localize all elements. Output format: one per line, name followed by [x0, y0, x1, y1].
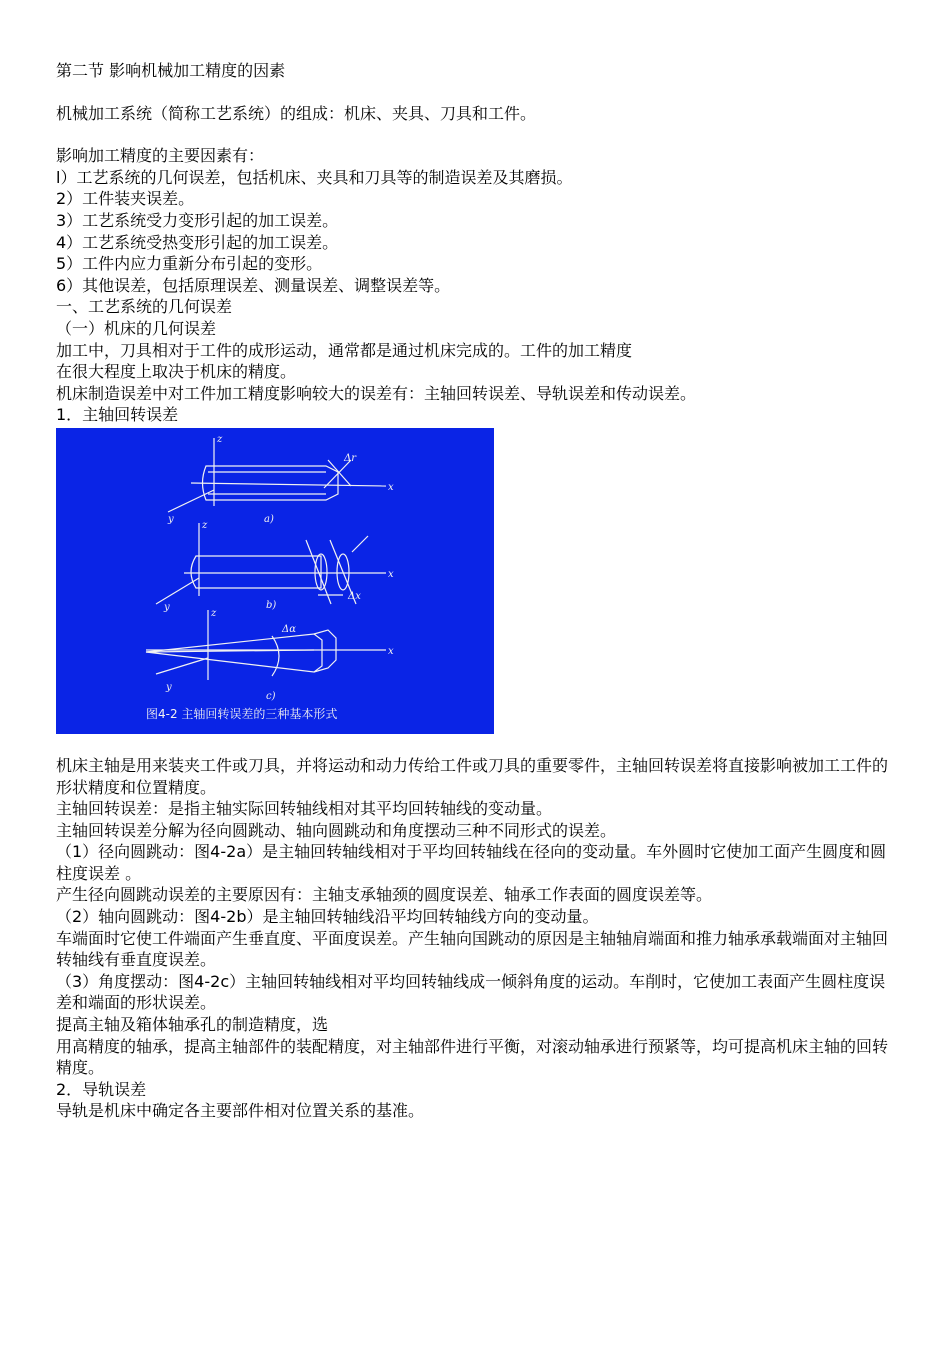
figure-spindle-error — [56, 428, 494, 734]
paragraph: 提高主轴及箱体轴承孔的制造精度，选 — [56, 1015, 329, 1035]
factors-heading: 影响加工精度的主要因素有： — [56, 146, 265, 166]
paragraph: 产生径向圆跳动误差的主要原因有：主轴支承轴颈的圆度误差、轴承工作表面的圆度误差等。 — [56, 885, 713, 905]
paragraph: （2）轴向圆跳动：图4-2b）是主轴回转轴线沿平均回转轴线方向的变动量。 — [56, 907, 599, 927]
axis-label-x: x — [388, 568, 394, 580]
section-title: 第二节 影响机械加工精度的因素 — [56, 61, 286, 80]
axis-label-z: z — [217, 433, 223, 445]
heading-guideway-error: 2．导轨误差 — [56, 1079, 147, 1099]
paragraph: 加工中，刀具相对于工件的成形运动，通常都是通过机床完成的。工件的加工精度 — [56, 340, 633, 360]
axis-label-z: z — [202, 519, 208, 531]
factor-item: 3）工艺系统受力变形引起的加工误差。 — [56, 210, 339, 230]
paragraph: 主轴回转误差：是指主轴实际回转轴线相对其平均回转轴线的变动量。 — [56, 799, 553, 819]
axis-label-y: y — [168, 513, 174, 525]
delta-alpha-label: Δα — [282, 623, 296, 635]
paragraph: 机床制造误差中对工件加工精度影响较大的误差有：主轴回转误差、导轨误差和传动误差。 — [56, 383, 697, 403]
paragraph: （3）角度摆动：图4-2c）主轴回转轴线相对平均回转轴线成一倾斜角度的运动。车削时，它使加工表面产生圆柱度误差和端面的形状误差。 — [56, 971, 886, 1013]
subfig-a-label: a) — [264, 513, 274, 525]
subfig-b-label: b) — [266, 599, 277, 611]
delta-x-label: Δx — [348, 590, 361, 602]
paragraph: 在很大程度上取决于机床的精度。 — [56, 362, 297, 382]
factor-item: 2）工件装夹误差。 — [56, 189, 195, 209]
heading-spindle-error: 1．主轴回转误差 — [56, 405, 179, 425]
paragraph: 主轴回转误差分解为径向圆跳动、轴向圆跳动和角度摆动三种不同形式的误差。 — [56, 820, 617, 840]
paragraph: 导轨是机床中确定各主要部件相对位置关系的基准。 — [56, 1101, 425, 1121]
axis-label-x: x — [388, 481, 394, 493]
document-page — [56, 60, 896, 1122]
heading-machine-error: （一）机床的几何误差 — [56, 318, 217, 338]
figure-caption: 图4-2 主轴回转误差的三种基本形式 — [146, 706, 338, 721]
factor-item: 5）工件内应力重新分布引起的变形。 — [56, 254, 323, 274]
factor-item: 4）工艺系统受热变形引起的加工误差。 — [56, 232, 339, 252]
spindle-error-diagram — [56, 428, 494, 734]
factor-item: l）工艺系统的几何误差，包括机床、夹具和刀具等的制造误差及其磨损。 — [56, 167, 573, 187]
figure-background — [56, 428, 494, 734]
intro-paragraph: 机械加工系统（简称工艺系统）的组成：机床、夹具、刀具和工件。 — [56, 103, 537, 123]
delta-r-label: Δr — [344, 452, 357, 464]
paragraph: 车端面时它使工件端面产生垂直度、平面度误差。产生轴向国跳动的原因是主轴轴肩端面和推力轴承承载端面对主轴回转轴线有垂直度误差。 — [56, 928, 889, 970]
paragraph: （1）径向圆跳动：图4-2a）是主轴回转轴线相对于平均回转轴线在径向的变动量。车外圆时它使加工面产生圆度和圆柱度误差 。 — [56, 842, 887, 883]
paragraph: 用高精度的轴承，提高主轴部件的装配精度，对主轴部件进行平衡，对滚动轴承进行预紧等，均可提高机床主轴的回转精度。 — [56, 1036, 889, 1078]
axis-label-z: z — [211, 607, 217, 619]
axis-label-y: y — [166, 681, 172, 693]
axis-label-x: x — [388, 645, 394, 657]
paragraph: 机床主轴是用来装夹工件或刀具，并将运动和动力传给工件或刀具的重要零件，主轴回转误差将直接影响被加工工件的形状精度和位置精度。 — [56, 755, 889, 797]
subfig-c-label: c) — [266, 690, 276, 702]
heading-geometric-error: 一、工艺系统的几何误差 — [56, 297, 233, 317]
axis-label-y: y — [164, 601, 170, 613]
factor-item: 6）其他误差，包括原理误差、测量误差、调整误差等。 — [56, 275, 451, 295]
